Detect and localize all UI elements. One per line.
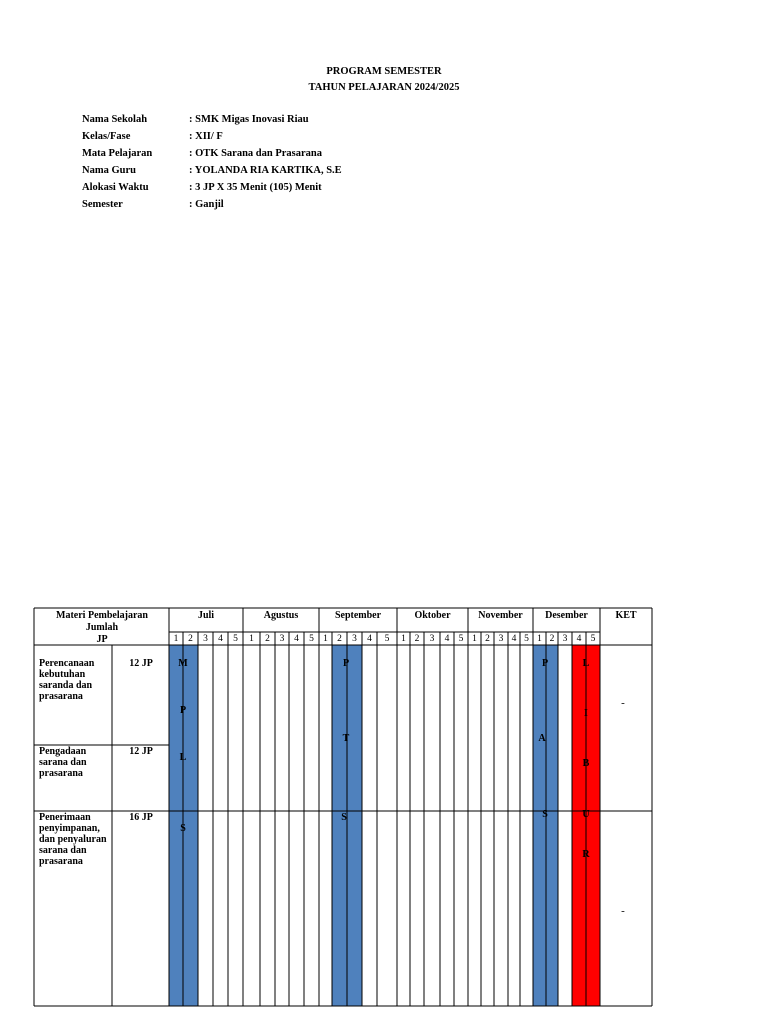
row-materi-1: Perencanaan kebutuhan saranda dan prasarana xyxy=(39,658,95,702)
week-number: 1 xyxy=(173,634,179,644)
band-mpls-letter: L xyxy=(179,752,187,763)
week-number: 4 xyxy=(367,634,372,644)
band-mpls-letter: P xyxy=(179,705,187,716)
band-mpls-letter: S xyxy=(180,823,186,834)
header-materi: Materi Pembelajaran xyxy=(56,610,148,621)
month-agustus: Agustus xyxy=(263,610,299,621)
header-ket: KET xyxy=(615,610,637,621)
week-number: 5 xyxy=(233,634,238,644)
week-number: 3 xyxy=(352,634,357,644)
band-libur-letter: U xyxy=(582,809,590,820)
week-number: 3 xyxy=(279,634,285,644)
info-label: Nama Sekolah xyxy=(82,114,148,125)
week-number: 4 xyxy=(511,634,517,644)
week-number: 2 xyxy=(549,634,555,644)
band-pts-letter: S xyxy=(341,812,347,823)
band-pas-letter: S xyxy=(542,809,548,820)
document-title-line2: TAHUN PELAJARAN 2024/2025 xyxy=(308,82,460,93)
document-title-line1: PROGRAM SEMESTER xyxy=(326,66,442,77)
month-september: September xyxy=(334,610,382,621)
band-libur-letter: B xyxy=(582,758,590,769)
week-number: 3 xyxy=(562,634,568,644)
band-pas-letter: P xyxy=(541,658,549,669)
week-number: 3 xyxy=(203,634,208,644)
week-number: 5 xyxy=(384,634,390,644)
week-number: 1 xyxy=(401,634,406,644)
ket-value-1: - xyxy=(621,697,625,709)
info-label: Kelas/Fase xyxy=(82,131,131,142)
week-number: 4 xyxy=(218,634,223,644)
week-number: 2 xyxy=(188,634,193,644)
month-juli: Juli xyxy=(197,610,215,621)
week-number: 2 xyxy=(265,634,270,644)
week-number: 4 xyxy=(576,634,582,644)
band-libur-letter: I xyxy=(584,708,588,719)
week-number: 2 xyxy=(414,634,420,644)
ket-value-2: - xyxy=(621,905,625,917)
info-value: : YOLANDA RIA KARTIKA, S.E xyxy=(189,165,342,176)
week-number: 1 xyxy=(537,634,542,644)
band-libur-letter: L xyxy=(582,658,590,669)
row-materi-2: Pengadaan sarana dan prasarana xyxy=(39,746,87,779)
info-label: Semester xyxy=(82,199,123,210)
week-number: 5 xyxy=(458,634,464,644)
row-jp-2: 12 JP xyxy=(129,746,153,757)
band-mpls-letter: M xyxy=(178,658,188,669)
info-value: : OTK Sarana dan Prasarana xyxy=(189,148,323,159)
week-number: 3 xyxy=(498,634,504,644)
info-value: : Ganjil xyxy=(189,199,224,210)
week-number: 5 xyxy=(524,634,529,644)
info-value: : XII/ F xyxy=(189,131,223,142)
week-number: 1 xyxy=(249,634,254,644)
info-label: Alokasi Waktu xyxy=(82,182,149,193)
week-number: 1 xyxy=(472,634,477,644)
header-jumlah: Jumlah xyxy=(85,622,119,633)
header-jp: JP xyxy=(96,634,108,645)
week-number: 2 xyxy=(337,634,342,644)
month-desember: Desember xyxy=(545,610,588,621)
row-jp-3: 16 JP xyxy=(129,812,153,823)
info-value: : 3 JP X 35 Menit (105) Menit xyxy=(189,182,322,193)
row-materi-3: Penerimaan penyimpanan, dan penyaluran sarana dan prasarana xyxy=(39,812,107,867)
row-jp-1: 12 JP xyxy=(129,658,153,669)
month-oktober: Oktober xyxy=(414,610,451,621)
info-label: Mata Pelajaran xyxy=(82,148,153,159)
band-pts-letter: T xyxy=(342,733,350,744)
week-number: 3 xyxy=(429,634,435,644)
band-pas-letter: A xyxy=(538,733,546,744)
week-number: 2 xyxy=(485,634,490,644)
week-number: 1 xyxy=(323,634,328,644)
info-value: : SMK Migas Inovasi Riau xyxy=(189,114,309,125)
week-number: 5 xyxy=(590,634,596,644)
month-november: November xyxy=(478,610,523,621)
week-number: 4 xyxy=(294,634,299,644)
info-label: Nama Guru xyxy=(82,165,136,176)
band-libur-letter: R xyxy=(582,849,590,860)
band-pts-letter: P xyxy=(342,658,350,669)
week-number: 4 xyxy=(444,634,450,644)
week-number: 5 xyxy=(309,634,314,644)
